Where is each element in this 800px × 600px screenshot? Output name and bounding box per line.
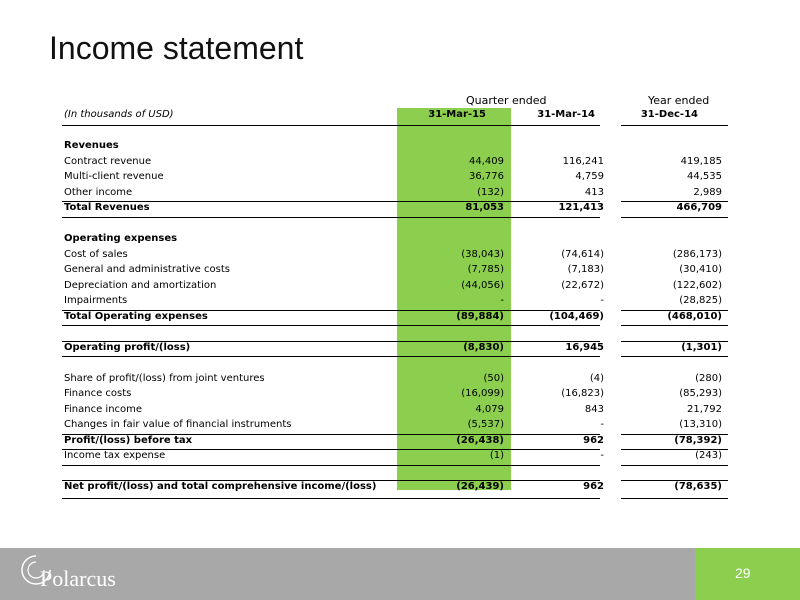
cell-c1: (26,438) — [456, 434, 504, 446]
cell-c2: (104,469) — [549, 310, 604, 322]
col-header-1: 31-Mar-15 — [428, 109, 486, 120]
row-divider — [621, 310, 728, 311]
cell-c2: 116,241 — [562, 155, 604, 167]
cell-c1: (132) — [477, 186, 504, 198]
table-row — [62, 341, 728, 357]
col-header-3: 31-Dec-14 — [640, 109, 698, 120]
cell-c3: (85,293) — [679, 388, 722, 399]
row-divider — [62, 480, 600, 481]
cell-c2: (16,823) — [561, 388, 604, 399]
cell-c1: (89,884) — [456, 310, 504, 322]
row-divider — [621, 480, 728, 481]
row-label: Profit/(loss) before tax — [64, 434, 193, 446]
header-underline-year — [621, 125, 728, 126]
cell-c3: 466,709 — [676, 202, 722, 213]
row-label: Operating expenses — [64, 233, 178, 244]
cell-c1: (26,439) — [456, 481, 504, 492]
table-row — [62, 201, 728, 217]
cell-c1: 44,409 — [469, 155, 504, 167]
row-divider — [62, 498, 600, 499]
cell-c2: - — [600, 419, 604, 430]
cell-c2: 962 — [583, 434, 604, 446]
cell-c1: (7,785) — [467, 264, 504, 275]
row-label: Finance costs — [64, 388, 132, 399]
cell-c3: (1,301) — [681, 341, 722, 353]
row-divider — [621, 341, 728, 342]
table-row — [62, 294, 728, 310]
table-row — [62, 232, 728, 248]
cell-c2: (4) — [589, 372, 604, 384]
cell-c3: (28,825) — [679, 295, 722, 306]
table-row — [62, 170, 728, 186]
cell-c3: (78,635) — [674, 481, 722, 492]
cell-c1: (50) — [483, 372, 504, 384]
cell-c2: - — [600, 450, 604, 461]
row-label: Impairments — [64, 295, 128, 306]
cell-c1: 81,053 — [465, 202, 504, 213]
cell-c2: 121,413 — [558, 202, 604, 213]
header-year-ended: Year ended — [648, 94, 710, 107]
table-row — [62, 387, 728, 403]
cell-c3: (13,310) — [679, 419, 722, 430]
cell-c2: 16,945 — [565, 341, 604, 353]
cell-c3: 21,792 — [687, 403, 722, 415]
cell-c3: (468,010) — [667, 310, 722, 322]
row-label: Total Operating expenses — [64, 310, 208, 322]
table-row — [62, 217, 728, 233]
col-header-2: 31-Mar-14 — [537, 109, 595, 120]
cell-c1: 4,079 — [475, 403, 504, 415]
row-divider — [62, 341, 600, 342]
table-row — [62, 186, 728, 202]
cell-c3: 2,989 — [693, 186, 722, 198]
row-label: Total Revenues — [64, 202, 150, 213]
cell-c1: (16,099) — [461, 388, 504, 399]
table-row — [62, 325, 728, 341]
table-row — [62, 418, 728, 434]
header-underline — [62, 125, 600, 126]
cell-c1: (1) — [489, 450, 504, 461]
cell-c2: 4,759 — [575, 171, 604, 182]
row-label: General and administrative costs — [64, 264, 230, 275]
table-row — [62, 139, 728, 155]
cell-c2: (7,183) — [567, 264, 604, 275]
table-row — [62, 403, 728, 419]
cell-c3: (280) — [695, 372, 722, 384]
row-divider — [621, 201, 728, 202]
cell-c1: 36,776 — [469, 171, 504, 182]
table-row — [62, 465, 728, 481]
table-row — [62, 310, 728, 326]
polarcus-logo-text: Polarcus — [40, 566, 116, 591]
cell-c2: - — [600, 295, 604, 306]
cell-c1: (8,830) — [463, 341, 504, 353]
header-row — [62, 108, 728, 124]
table-row — [62, 449, 728, 465]
cell-c3: 419,185 — [680, 155, 722, 167]
footer-bar — [0, 548, 800, 600]
cell-c3: (30,410) — [679, 264, 722, 275]
row-divider — [62, 310, 600, 311]
row-label: Operating profit/(loss) — [64, 341, 191, 353]
table-row — [62, 372, 728, 388]
cell-c1: - — [500, 295, 504, 306]
table-row — [62, 155, 728, 171]
row-label: Revenues — [64, 140, 119, 151]
table-row — [62, 248, 728, 264]
header-quarter-ended: Quarter ended — [466, 94, 547, 107]
row-label: Cost of sales — [64, 248, 128, 260]
cell-c1: (38,043) — [461, 248, 504, 260]
row-divider — [62, 201, 600, 202]
cell-c3: 44,535 — [687, 171, 722, 182]
cell-c2: (74,614) — [561, 248, 604, 260]
row-label: Other income — [64, 186, 133, 198]
row-label: Finance income — [64, 403, 143, 415]
cell-c2: 413 — [584, 186, 604, 198]
row-divider — [621, 434, 728, 435]
cell-c3: (243) — [695, 450, 722, 461]
row-divider — [62, 434, 600, 435]
page-number: 29 — [735, 565, 751, 581]
table-row — [62, 279, 728, 295]
row-label: Income tax expense — [64, 450, 166, 461]
cell-c3: (78,392) — [674, 434, 722, 446]
table-row — [62, 434, 728, 450]
row-label: Share of profit/(loss) from joint ventures — [64, 372, 265, 384]
cell-c2: (22,672) — [561, 279, 604, 291]
cell-c2: 843 — [584, 403, 604, 415]
row-divider — [621, 498, 728, 499]
table-row — [62, 356, 728, 372]
row-label: Changes in fair value of financial instruments — [64, 419, 292, 430]
cell-c2: 962 — [583, 481, 604, 492]
row-label: Multi-client revenue — [64, 171, 164, 182]
row-label: Depreciation and amortization — [64, 279, 217, 291]
cell-c1: (44,056) — [461, 279, 504, 291]
table-row — [62, 263, 728, 279]
page-title: Income statement — [49, 30, 304, 66]
cell-c3: (122,602) — [672, 279, 722, 291]
row-label: Contract revenue — [64, 155, 152, 167]
row-label: Net profit/(loss) and total comprehensive income/(loss) — [64, 481, 377, 492]
table-row — [62, 480, 728, 496]
cell-c1: (5,537) — [467, 419, 504, 430]
unit-label: (In thousands of USD) — [64, 109, 174, 120]
cell-c3: (286,173) — [672, 248, 722, 260]
